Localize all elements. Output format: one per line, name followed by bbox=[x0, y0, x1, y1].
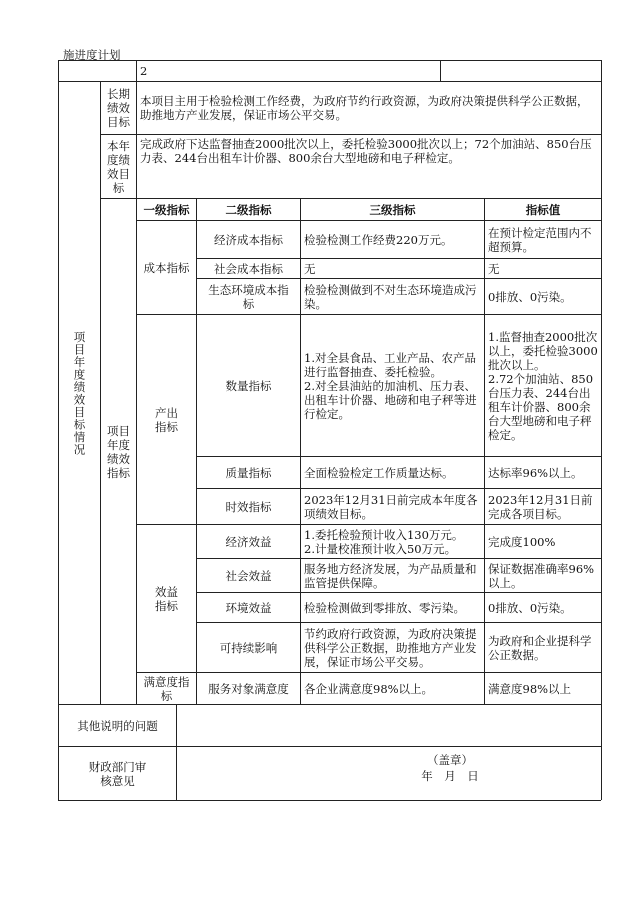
table-row-l2: 质量指标 bbox=[225, 465, 272, 480]
finance-review-label: 财政部门审核意见 bbox=[88, 759, 147, 788]
table-row-l2: 社会成本指标 bbox=[214, 261, 283, 276]
table-row-l2: 生态环境成本指标 bbox=[208, 282, 289, 311]
annual-goal-label: 本年度绩效目标 bbox=[107, 138, 130, 195]
table-row-l3: 检验检测做到零排放、零污染。 bbox=[304, 600, 465, 615]
table-row-l2: 时效指标 bbox=[225, 499, 272, 514]
other-notes-text bbox=[177, 705, 601, 746]
header-value: 指标值 bbox=[525, 202, 561, 217]
table-row-value: 无 bbox=[488, 261, 500, 276]
table-row-l3: 节约政府行政资源，为政府决策提供科学公正数据，助推地方产业发展，保证市场公平交易。 bbox=[304, 626, 477, 669]
table-row-value: 达标率96%以上。 bbox=[488, 465, 583, 480]
table-row-l3: 1.对全县食品、工业产品、农产品进行监督抽查、委托检验。 2.对全县油站的加油机、压力表、出租车计价器、地磅和电子秤等进行检定。 bbox=[304, 350, 477, 421]
header-level2: 二级指标 bbox=[225, 202, 272, 217]
section-label: 项目年度绩效目标情况 bbox=[72, 330, 87, 456]
table-row-l3: 全面检验检定工作质量达标。 bbox=[304, 465, 454, 480]
table-row-l3: 各企业满意度98%以上。 bbox=[304, 681, 434, 696]
date-text: 年 月 日 bbox=[421, 769, 479, 783]
table-row-l3: 2023年12月31日前完成本年度各项绩效目标。 bbox=[304, 492, 478, 521]
table-row-value: 0排放、0污染。 bbox=[488, 289, 572, 304]
benefit-indicator-label: 效益指标 bbox=[155, 584, 178, 613]
cut-off-row-label: 施进度计划 bbox=[63, 49, 121, 62]
cost-indicator-label: 成本指标 bbox=[143, 260, 190, 275]
long-term-goal-text: 本项目主用于检验检测工作经费，为政府节约行政资源，为政府决策提供科学公正数据，助推地方产业发展，保证市场公平交易。 bbox=[140, 94, 589, 122]
table-row-value: 完成度100% bbox=[488, 534, 556, 549]
table-row-l3: 服务地方经济发展，为产品质量和监管提供保障。 bbox=[304, 561, 477, 590]
table-row-l3: 检验检测做到不对生态环境造成污染。 bbox=[304, 282, 477, 311]
table-row-l2: 数量指标 bbox=[225, 378, 272, 393]
table-row-value: 2023年12月31日前完成各项目标。 bbox=[488, 492, 593, 521]
table-row-l2: 服务对象满意度 bbox=[208, 681, 289, 696]
top-row-value: 2 bbox=[140, 64, 148, 78]
table-row-value: 为政府和企业提科学公正数据。 bbox=[488, 633, 592, 662]
annual-goal-text: 完成政府下达监督抽查2000批次以上，委托检验3000批次以上；72个加油站、850台压力表、244台出租车计价器、800余台大型地磅和电子秤检定。 bbox=[140, 137, 592, 165]
table-row-value: 1.监督抽查2000批次以上，委托检验3000批次以上。 2.72个加油站、850台压力表、244台出租车计价器、800余台大型地磅和电子秤检定。 bbox=[488, 329, 598, 442]
table-row-l2: 社会效益 bbox=[225, 568, 272, 583]
table-row-l3: 检验检测工作经费220万元。 bbox=[304, 232, 453, 247]
table-row-l2: 经济效益 bbox=[225, 534, 272, 549]
seal-text: （盖章） bbox=[427, 753, 473, 767]
output-indicator-label: 产出指标 bbox=[155, 405, 178, 434]
table-row-value: 0排放、0污染。 bbox=[488, 600, 572, 615]
long-term-goal-label: 长期绩效目标 bbox=[107, 87, 130, 129]
table-row-l2: 经济成本指标 bbox=[214, 232, 283, 247]
table-row-l2: 可持续影响 bbox=[219, 640, 278, 655]
table-row-l2: 环境效益 bbox=[225, 600, 272, 615]
table-row-value: 保证数据准确率96%以上。 bbox=[488, 561, 595, 590]
table-row-l3: 1.委托检验预计收入130万元。 2.计量校准预计收入50万元。 bbox=[304, 527, 464, 556]
other-notes-label: 其他说明的问题 bbox=[77, 718, 158, 733]
indicator-section-label: 项目年度绩效指标 bbox=[107, 423, 130, 480]
table-row-value: 在预计检定范围内不超预算。 bbox=[488, 225, 592, 254]
header-level3: 三级指标 bbox=[369, 202, 416, 217]
table-row-value: 满意度98%以上 bbox=[488, 681, 572, 696]
table-row-l3: 无 bbox=[304, 261, 316, 276]
satisfaction-indicator-label: 满意度指标 bbox=[143, 674, 190, 703]
header-level1: 一级指标 bbox=[143, 202, 190, 217]
